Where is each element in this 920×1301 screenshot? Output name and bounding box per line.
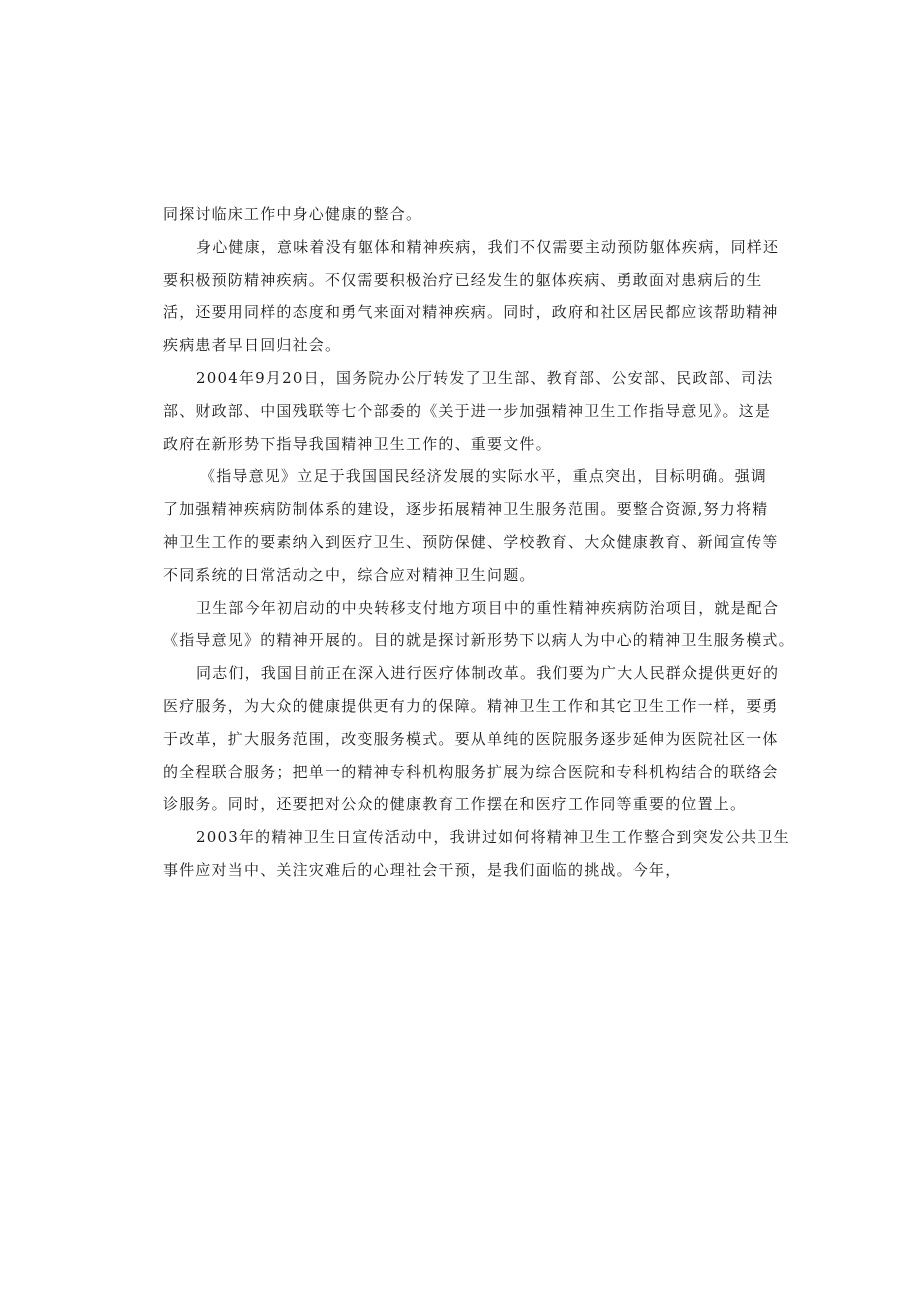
- text-line: 了加强精神疾病防制体系的建设，逐步拓展精神卫生服务范围。要整合资源,努力将精: [163, 500, 769, 519]
- text-line: 于改革，扩大服务范围，改变服务模式。要从单纯的医院服务逐步延伸为医院社区一体: [163, 729, 779, 748]
- text-line: 疾病患者早日回归社会。: [163, 336, 342, 355]
- text-line: 2004年9月20日，国务院办公厅转发了卫生部、教育部、公安部、民政部、司法: [196, 368, 774, 387]
- text-line: 神卫生工作的要素纳入到医疗卫生、预防保健、学校教育、大众健康教育、新闻宣传等: [163, 532, 779, 551]
- text-line: 卫生部今年初启动的中央转移支付地方项目中的重性精神疾病防治项目，就是配合: [196, 598, 780, 617]
- text-line: 政府在新形势下指导我国精神卫生工作的、重要文件。: [163, 434, 552, 453]
- text-line: 同志们，我国目前正在深入进行医疗体制改革。我们要为广大人民群众提供更好的: [196, 664, 780, 683]
- text-line: 《指导意见》立足于我国国民经济发展的实际水平，重点突出，目标明确。强调: [200, 467, 768, 486]
- body-text: [163, 198, 795, 887]
- text-line: 诊服务。同时，还要把对公众的健康教育工作摆在和医疗工作同等重要的位置上。: [163, 795, 747, 814]
- text-line: 同探讨临床工作中身心健康的整合。: [163, 205, 423, 223]
- text-line: 部、财政部、中国残联等七个部委的《关于进一步加强精神卫生工作指导意见》。这是: [163, 401, 772, 420]
- text-line: 身心健康，意味着没有躯体和精神疾病，我们不仅需要主动预防躯体疾病，同样还: [196, 237, 780, 256]
- text-line: 2003年的精神卫生日宣传活动中，我讲过如何将精神卫生工作整合到突发公共卫生: [196, 828, 790, 847]
- text-line: 不同系统的日常活动之中，综合应对精神卫生问题。: [163, 565, 536, 584]
- text-line: 事件应对当中、关注灾难后的心理社会干预，是我们面临的挑战。今年，: [163, 860, 682, 879]
- text-line: 的全程联合服务；把单一的精神专科机构服务扩展为综合医院和专科机构结合的联络会: [163, 762, 779, 781]
- text-line: 医疗服务，为大众的健康提供更有力的保障。精神卫生工作和其它卫生工作一样，要勇: [163, 696, 779, 715]
- text-line: 《指导意见》的精神开展的。目的就是探讨新形势下以病人为中心的精神卫生服务模式。: [163, 631, 795, 650]
- text-line: 活，还要用同样的态度和勇气来面对精神疾病。同时，政府和社区居民都应该帮助精神: [163, 303, 779, 322]
- text-line: 要积极预防精神疾病。不仅需要积极治疗已经发生的躯体疾病、勇敢面对患病后的生: [163, 270, 763, 289]
